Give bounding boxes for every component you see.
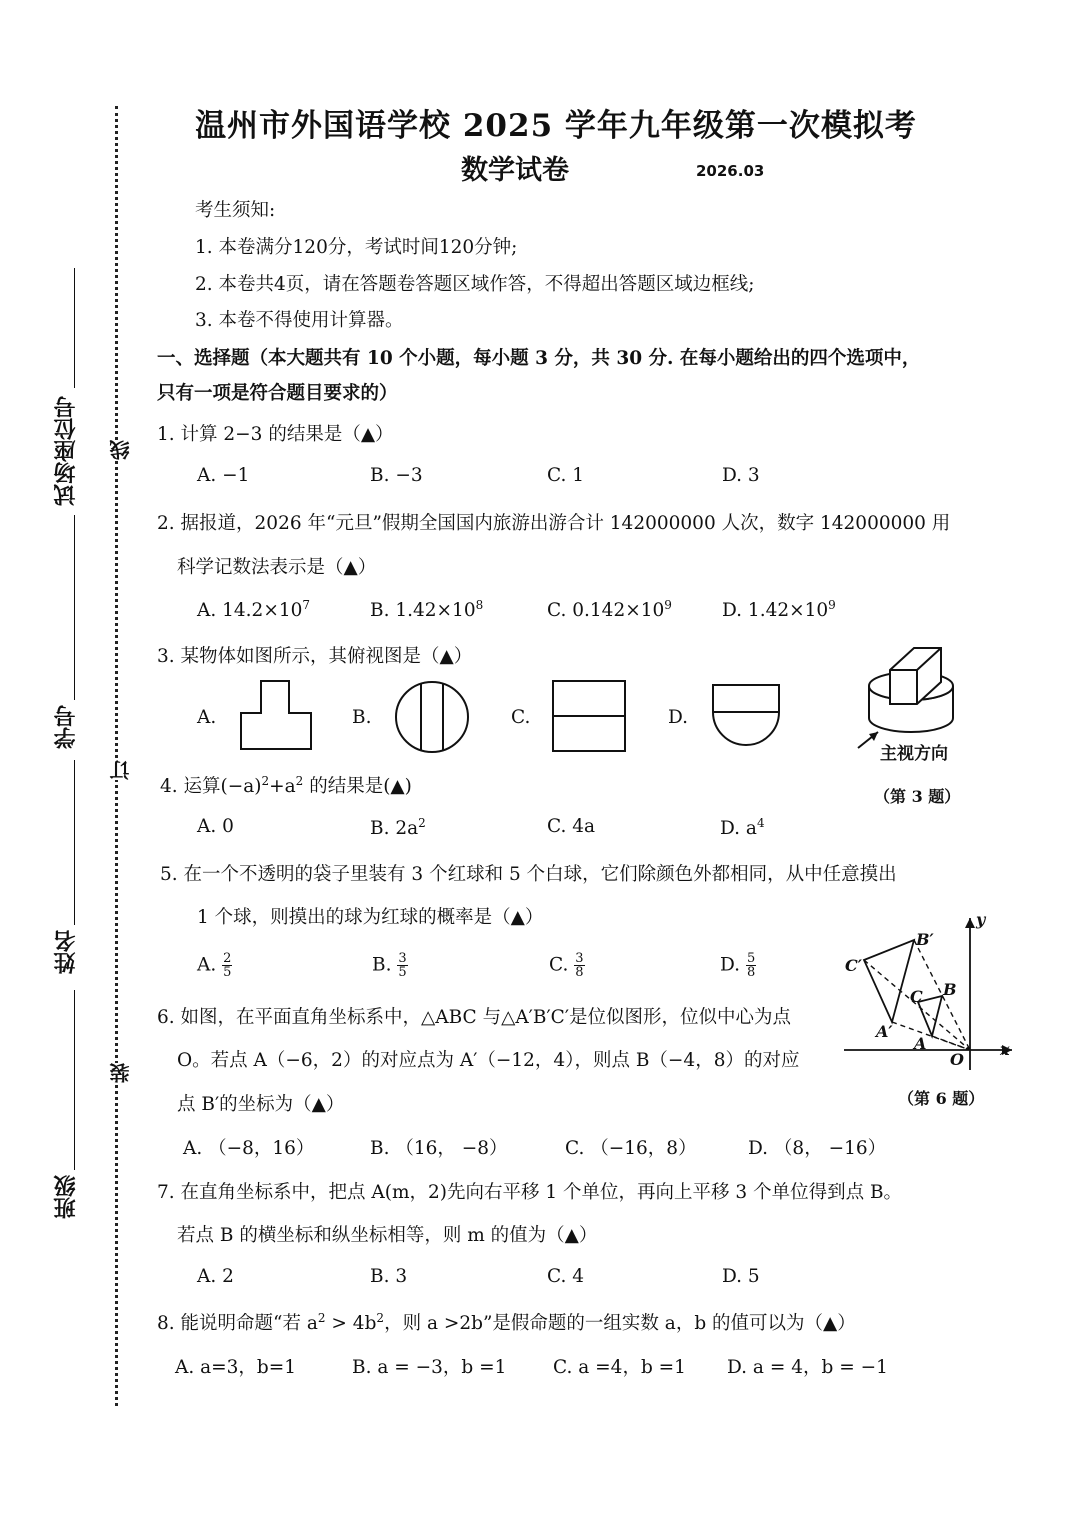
q2-option-a: A. $14.2\times 10^7$ <box>197 598 310 622</box>
q8-option-c: C. a =4，b =1 <box>553 1357 686 1378</box>
class-label: 班级 <box>53 1175 79 1219</box>
q7-option-d: D. 5 <box>722 1266 760 1287</box>
q6-label-x: x <box>1000 1040 1010 1059</box>
q6-caption: （第 6 题） <box>898 1089 985 1108</box>
q4-option-a: A. 0 <box>197 816 234 837</box>
section1-line2: 只有一项是符合题目要求的） <box>157 383 398 404</box>
q3-option-c-figure <box>550 678 628 754</box>
q5-option-b: B. $\frac{3}{5}$ <box>372 951 407 980</box>
q6-label-b: B <box>943 980 957 999</box>
q6-label-c-prime: C′ <box>845 956 862 975</box>
q2-option-c: C. $0.142\times 10^9$ <box>547 598 672 622</box>
q7-option-c: C. 4 <box>547 1266 585 1287</box>
q1-option-d: D. 3 <box>722 465 760 486</box>
q1-option-c: C. 1 <box>547 465 585 486</box>
seat-underline <box>74 268 75 388</box>
q6-option-c: C. （−16，8） <box>565 1138 697 1159</box>
q6-stem-line2: O。若点 A（−6，2）的对应点为 A′（−12，4），则点 B（−4，8）的对应 <box>177 1050 800 1071</box>
section1-line1: 一、选择题（本大题共有 10 个小题，每小题 3 分，共 30 分. 在每小题给出的四个选项中， <box>157 348 921 369</box>
q4-option-b: B. $2a^2$ <box>370 816 426 840</box>
q3-option-a: A. <box>197 707 217 728</box>
q5-stem-line2: 1 个球，则摸出的球为红球的概率是（▲） <box>197 907 544 928</box>
q7-stem-line2: 若点 B 的横坐标和纵坐标相等，则 m 的值为（▲） <box>177 1225 598 1246</box>
q6-stem-line3: 点 B′的坐标为（▲） <box>177 1094 345 1115</box>
name-underline <box>74 760 75 925</box>
notice-item-2: 2. 本卷共4页，请在答题卷答题区域作答，不得超出答题区域边框线; <box>195 274 755 295</box>
q4-option-d: D. $a^4$ <box>720 816 765 840</box>
q2-option-b: B. $1.42\times 10^8$ <box>370 598 484 622</box>
q6-stem-line1: 6. 如图，在平面直角坐标系中，△ABC 与△A′B′C′是位似图形，位似中心为点 <box>157 1007 792 1028</box>
binding-zhuang-char: 装 <box>106 1063 135 1083</box>
q1-stem: 1. 计算 2−3 的结果是（▲） <box>157 424 394 445</box>
q8-option-a: A. a=3，b=1 <box>175 1357 297 1378</box>
q3-option-d-figure <box>710 682 782 752</box>
q6-label-b-prime: B′ <box>916 930 934 949</box>
q3-view-direction-label: 主视方向 <box>880 744 948 764</box>
q6-label-c: C <box>910 987 923 1006</box>
q6-option-b: B. （16， −8） <box>370 1138 508 1159</box>
q6-label-a: A <box>914 1034 927 1053</box>
q5-option-d: D. $\frac{5}{8}$ <box>720 951 756 980</box>
q3-option-c: C. <box>511 707 531 728</box>
q6-label-o: O <box>950 1050 964 1069</box>
q6-label-y: y <box>976 910 986 929</box>
q3-solid-figure <box>852 642 962 752</box>
q3-stem: 3. 某物体如图所示，其俯视图是（▲） <box>157 646 473 667</box>
seat-label: 试场座位号 <box>53 396 79 506</box>
q7-option-b: B. 3 <box>370 1266 408 1287</box>
q2-stem-line1: 2. 据报道，2026 年“元旦”假期全国国内旅游出游合计 142000000 人次，数字 142000000 用 <box>157 513 951 534</box>
q1-option-b: B. −3 <box>370 465 423 486</box>
q4-stem: 4. 运算$(-a)^2+a^2$ 的结果是(▲) <box>160 773 412 797</box>
student-no-underline <box>74 515 75 700</box>
q2-option-d: D. $1.42\times 10^9$ <box>722 598 836 622</box>
notice-item-1: 1. 本卷满分120分，考试时间120分钟; <box>195 237 518 258</box>
exam-subtitle: 数学试卷 <box>461 155 569 186</box>
binding-ding-char: 订 <box>106 760 135 780</box>
binding-line-char: 线 <box>106 440 135 460</box>
q5-option-a: A. $\frac{2}{5}$ <box>197 951 232 980</box>
name-label: 姓名 <box>53 930 79 974</box>
q8-option-d: D. a = 4，b = −1 <box>727 1357 888 1378</box>
q7-option-a: A. 2 <box>197 1266 234 1287</box>
q3-option-d: D. <box>668 707 689 728</box>
notice-heading: 考生须知: <box>195 200 276 221</box>
exam-title: 温州市外国语学校 2025 学年九年级第一次模拟考 <box>195 108 917 144</box>
binding-dotted-line <box>115 106 118 1406</box>
q4-option-c: C. 4a <box>547 816 596 837</box>
q8-option-b: B. a = −3，b =1 <box>352 1357 507 1378</box>
student-no-label: 学号 <box>53 705 79 749</box>
q8-stem: 8. 能说明命题“若 $a^2 > 4b^2$，则 a >2b”是假命题的一组实数 a，b 的值可以为（▲） <box>157 1310 856 1334</box>
q3-option-a-figure <box>238 678 314 752</box>
q5-option-c: C. $\frac{3}{8}$ <box>549 951 584 980</box>
notice-item-3: 3. 本卷不得使用计算器。 <box>195 310 404 331</box>
q2-stem-line2: 科学记数法表示是（▲） <box>177 557 377 578</box>
q6-option-d: D. （8， −16） <box>748 1138 887 1159</box>
q5-stem-line1: 5. 在一个不透明的袋子里装有 3 个红球和 5 个白球，它们除颜色外都相同，从中任意摸出 <box>160 864 897 885</box>
q3-option-b-figure <box>393 680 471 754</box>
q3-option-b: B. <box>352 707 372 728</box>
q1-option-a: A. −1 <box>197 465 250 486</box>
q6-option-a: A. （−8，16） <box>183 1138 315 1159</box>
q3-caption: （第 3 题） <box>874 787 961 806</box>
q7-stem-line1: 7. 在直角坐标系中，把点 A(m，2)先向右平移 1 个单位，再向上平移 3 个单位得到点 B。 <box>157 1182 903 1203</box>
exam-date: 2026.03 <box>696 162 765 180</box>
class-underline <box>74 990 75 1170</box>
q6-label-a-prime: A′ <box>876 1022 893 1041</box>
